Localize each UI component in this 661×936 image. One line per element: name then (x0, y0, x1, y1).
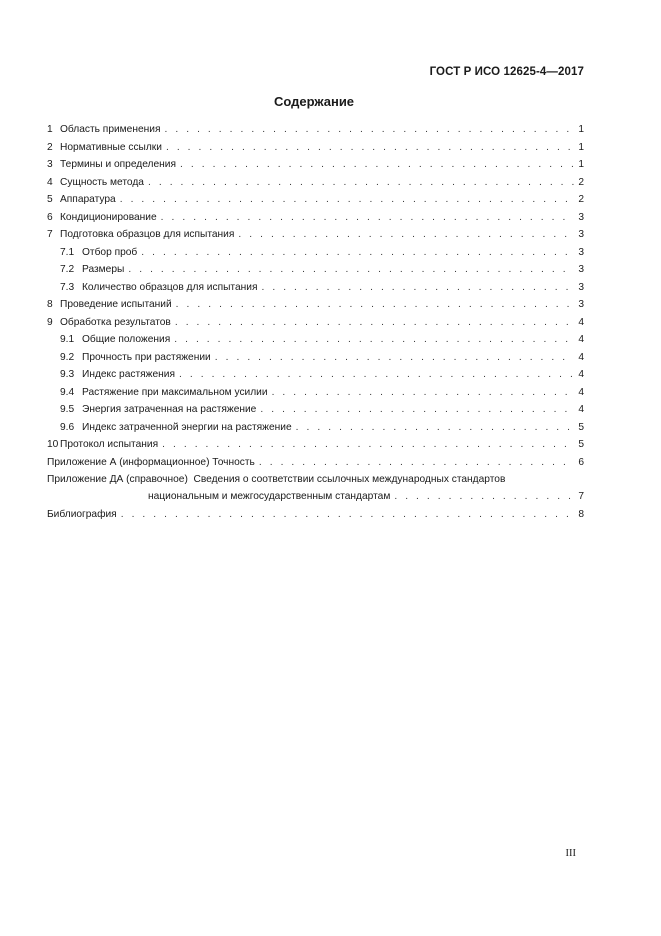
toc-entry-text (60, 419, 292, 437)
toc-entry-appendix-da-line1: Сведения о соответствии ссылочных международных стандартов (193, 474, 506, 485)
toc-entry-text (47, 191, 116, 209)
toc-entry-number: 7.1 (60, 246, 75, 258)
toc-entry[interactable] (47, 331, 584, 349)
toc-entry[interactable] (47, 419, 584, 437)
toc-entry-text (47, 226, 234, 244)
toc-entry-number: 5 (47, 194, 53, 205)
toc-entry-page: 5 (578, 439, 584, 450)
toc-entry-page: 1 (578, 141, 584, 153)
toc-entry-text (60, 279, 257, 297)
toc-entry-page: 5 (578, 421, 584, 433)
toc-entry-text (60, 261, 124, 279)
toc-entry-text (47, 174, 144, 192)
toc-entry[interactable] (47, 384, 584, 402)
toc-leader-dots (179, 366, 574, 384)
toc-leader-dots (128, 261, 574, 279)
toc-entry-page: 2 (578, 176, 584, 188)
toc-entry-label: Протокол испытания (60, 439, 159, 450)
toc-entry-page: 3 (578, 229, 584, 240)
toc-entry-number: 4 (47, 176, 53, 188)
toc-entry-number: 1 (47, 124, 53, 135)
toc-leader-dots (176, 296, 574, 314)
toc-entry-number: 7.3 (60, 281, 75, 293)
toc-entry-appendix-da-line2: национальным и межгосударственным стандартам (148, 491, 391, 502)
toc-entry-page: 3 (578, 211, 584, 223)
toc-entry-text (60, 244, 137, 262)
toc-entry-text (60, 349, 211, 367)
toc-entry-label: Количество образцов для испытания (82, 281, 258, 293)
toc-entry-label: Обработка результатов (60, 316, 171, 328)
toc-leader-dots (260, 401, 574, 419)
toc-leader-dots (259, 454, 574, 472)
toc-entry-page: 4 (578, 404, 584, 415)
toc-leader-dots (174, 331, 574, 349)
toc-leader-dots (164, 121, 574, 139)
toc-entry-page: 4 (578, 334, 584, 345)
toc-entry[interactable] (47, 191, 584, 209)
toc-entry[interactable] (47, 261, 584, 279)
toc-entry[interactable] (47, 226, 584, 244)
toc-entry-page: 3 (578, 281, 584, 293)
toc-entry-label: Отбор проб (82, 246, 138, 258)
toc-entry-label: Прочность при растяжении (82, 351, 211, 363)
toc-entry[interactable] (47, 244, 584, 262)
toc-entry-page: 3 (578, 246, 584, 258)
toc-entry-number: 9 (47, 316, 53, 328)
toc-entry-number: 9.5 (60, 404, 75, 415)
toc-entry-label: Энергия затраченная на растяжение (82, 404, 257, 415)
toc-entry[interactable] (47, 366, 584, 384)
toc-entry[interactable] (47, 454, 584, 472)
toc-entry[interactable] (47, 436, 584, 454)
toc-entry-label: Проведение испытаний (60, 299, 172, 310)
toc-leader-dots (166, 139, 574, 157)
toc-entry-label: Растяжение при максимальном усилии (82, 386, 268, 398)
toc-entry-page: 1 (578, 124, 584, 135)
toc-entry-number: 9.6 (60, 421, 75, 433)
toc-entry-number: 9.3 (60, 369, 75, 380)
toc-entry-number: 3 (47, 159, 53, 170)
toc-entry-text (47, 156, 176, 174)
toc-entry-text (47, 209, 157, 227)
toc-entry-label: Общие положения (82, 334, 171, 345)
toc-entry[interactable] (47, 139, 584, 157)
toc-title: Содержание (273, 94, 355, 109)
toc-entry-label: Индекс затраченной энергии на растяжение (82, 421, 292, 433)
toc-entry[interactable] (47, 174, 584, 192)
toc-entry-number: 7 (47, 229, 53, 240)
toc-entry-text (47, 436, 158, 454)
toc-entry-text (47, 454, 255, 472)
toc-entry-page: 4 (578, 316, 584, 328)
toc-entry-label: Индекс растяжения (82, 369, 175, 380)
toc-leader-dots (180, 156, 574, 174)
toc-entry-text (47, 296, 172, 314)
toc-leader-dots (175, 314, 574, 332)
toc-leader-dots (215, 349, 574, 367)
toc-entry-label: Область применения (60, 124, 161, 135)
toc-leader-dots (148, 174, 574, 192)
toc-entry-page: 4 (578, 351, 584, 363)
toc-entry-text (47, 314, 171, 332)
toc-entry-label: Подготовка образцов для испытания (60, 229, 235, 240)
toc-entry-number: 8 (47, 299, 53, 310)
toc-entry-label: Кондиционирование (60, 211, 157, 223)
toc-entry-text (60, 331, 170, 349)
toc-leader-dots (120, 191, 574, 209)
toc-entry-number: 2 (47, 141, 53, 153)
toc-entry[interactable] (47, 349, 584, 367)
toc-leader-dots (272, 384, 574, 402)
toc-entry-number: 9.4 (60, 386, 75, 398)
toc-entry-page: 2 (578, 194, 584, 205)
toc-entry-label: Сущность метода (60, 176, 144, 188)
toc-entry-page: 4 (578, 386, 584, 398)
toc-entry-text (47, 121, 160, 139)
toc-entry[interactable] (47, 209, 584, 227)
toc-entry-page: 3 (578, 299, 584, 310)
toc-leader-dots (296, 419, 574, 437)
toc-entry-page: 4 (578, 369, 584, 380)
toc-entry-page: 3 (578, 264, 584, 275)
toc-leader-dots (261, 279, 574, 297)
toc-leader-dots (141, 244, 574, 262)
toc-entry-number: 7.2 (60, 264, 75, 275)
toc-entry-number: 10 (47, 439, 59, 450)
toc-entry-text (60, 401, 256, 419)
toc-entry-text (47, 139, 162, 157)
toc-entry-label: Приложение А (информационное) Точность (47, 456, 255, 468)
page-number: III (565, 848, 576, 859)
toc-entry-label: Нормативные ссылки (60, 141, 162, 153)
toc-entry[interactable] (47, 121, 584, 139)
toc-entry-number: 9.1 (60, 334, 75, 345)
toc-leader-dots (238, 226, 574, 244)
standard-code-header: ГОСТ Р ИСО 12625-4—2017 (429, 66, 584, 78)
table-of-contents (47, 121, 584, 523)
toc-entry-page: 6 (578, 456, 584, 468)
toc-entry-number: 6 (47, 211, 53, 223)
toc-leader-dots (162, 436, 574, 454)
toc-entry-appendix-da-prefix: Приложение ДА (справочное) (47, 474, 188, 485)
toc-leader-dots (121, 506, 574, 524)
toc-entry-text (60, 384, 268, 402)
toc-entry-label: Размеры (82, 264, 125, 275)
toc-entry-label: Аппаратура (60, 194, 116, 205)
toc-leader-dots (161, 209, 574, 227)
toc-leader-dots (394, 488, 574, 506)
toc-entry-label: Библиография (47, 508, 117, 520)
toc-entry-appendix-da[interactable] (47, 471, 584, 506)
toc-entry-bibliography[interactable] (47, 506, 584, 524)
toc-entry-page: 7 (578, 491, 584, 502)
toc-entry[interactable] (47, 279, 584, 297)
toc-entry-label: Термины и определения (60, 159, 176, 170)
toc-entry-page: 1 (578, 159, 584, 170)
toc-entry[interactable] (47, 314, 584, 332)
toc-entry-text (60, 366, 175, 384)
toc-entry-page: 8 (578, 508, 584, 520)
toc-entry[interactable] (47, 156, 584, 174)
toc-entry[interactable] (47, 296, 584, 314)
toc-entry[interactable] (47, 401, 584, 419)
toc-entry-number: 9.2 (60, 351, 75, 363)
